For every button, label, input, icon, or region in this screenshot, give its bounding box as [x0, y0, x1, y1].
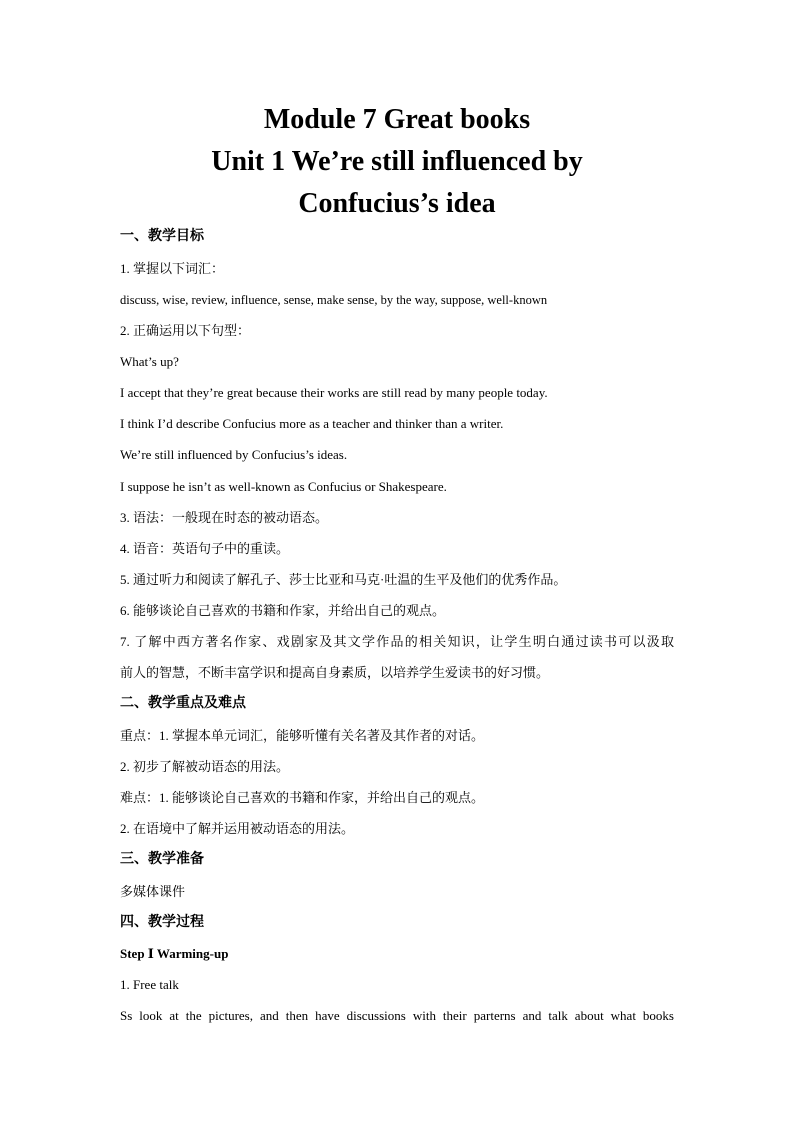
section-heading-preparation: 三、教学准备	[120, 852, 204, 867]
section-heading-objectives: 一、教学目标	[120, 229, 204, 244]
title-module: Module 7 Great books	[263, 104, 531, 135]
document-title	[0, 99, 794, 225]
text-line: 2. 初步了解被动语态的用法。	[120, 759, 290, 774]
text-line: 3. 语法：一般现在时态的被动语态。	[120, 510, 329, 525]
text-line: 2. 正确运用以下句型：	[120, 323, 251, 338]
text-line: 5. 通过听力和阅读了解孔子、莎士比亚和马克·吐温的生平及他们的优秀作品。	[120, 572, 567, 587]
section-heading-key-points: 二、教学重点及难点	[120, 696, 246, 711]
title-unit: Unit 1 We’re still influenced by	[211, 146, 583, 177]
text-line: 重点：1. 掌握本单元词汇，能够听懂有关名著及其作者的对话。	[120, 728, 485, 743]
text-line: 前人的智慧，不断丰富学识和提高自身素质，以培养学生爱读书的好习惯。	[120, 665, 550, 680]
text-line: What’s up?	[120, 354, 179, 369]
text-line: 7. 了解中西方著名作家、戏剧家及其文学作品的相关知识，让学生明白通过读书可以汲取	[120, 634, 674, 649]
text-line: 多媒体课件	[120, 884, 186, 899]
text-line: 6. 能够谈论自己喜欢的书籍和作家，并给出自己的观点。	[120, 603, 446, 618]
title-confucius: Confucius’s idea	[298, 188, 496, 219]
vocabulary-list: discuss, wise, review, influence, sense, make sense, by the way, suppose, well-known	[120, 293, 548, 307]
text-line: 2. 在语境中了解并运用被动语态的用法。	[120, 821, 355, 836]
text-line: 难点：1. 能够谈论自己喜欢的书籍和作家，并给出自己的观点。	[120, 790, 485, 805]
section-heading-process: 四、教学过程	[120, 915, 204, 930]
text-line: 4. 语音：英语句子中的重读。	[120, 541, 290, 556]
step-heading: Step Ⅰ Warming-up	[120, 946, 229, 961]
text-line: We’re still influenced by Confucius’s ideas.	[120, 447, 348, 462]
text-line: I accept that they’re great because their works are still read by many people today.	[120, 385, 548, 400]
text-line: I think I’d describe Confucius more as a teacher and thinker than a writer.	[120, 416, 504, 431]
text-line: 1. 掌握以下词汇：	[120, 261, 225, 276]
text-line: 1. Free talk	[120, 977, 179, 992]
text-line: I suppose he isn’t as well-known as Confucius or Shakespeare.	[120, 479, 447, 494]
text-line: Ss look at the pictures, and then have discussions with their parterns and talk about what books	[120, 1008, 674, 1023]
